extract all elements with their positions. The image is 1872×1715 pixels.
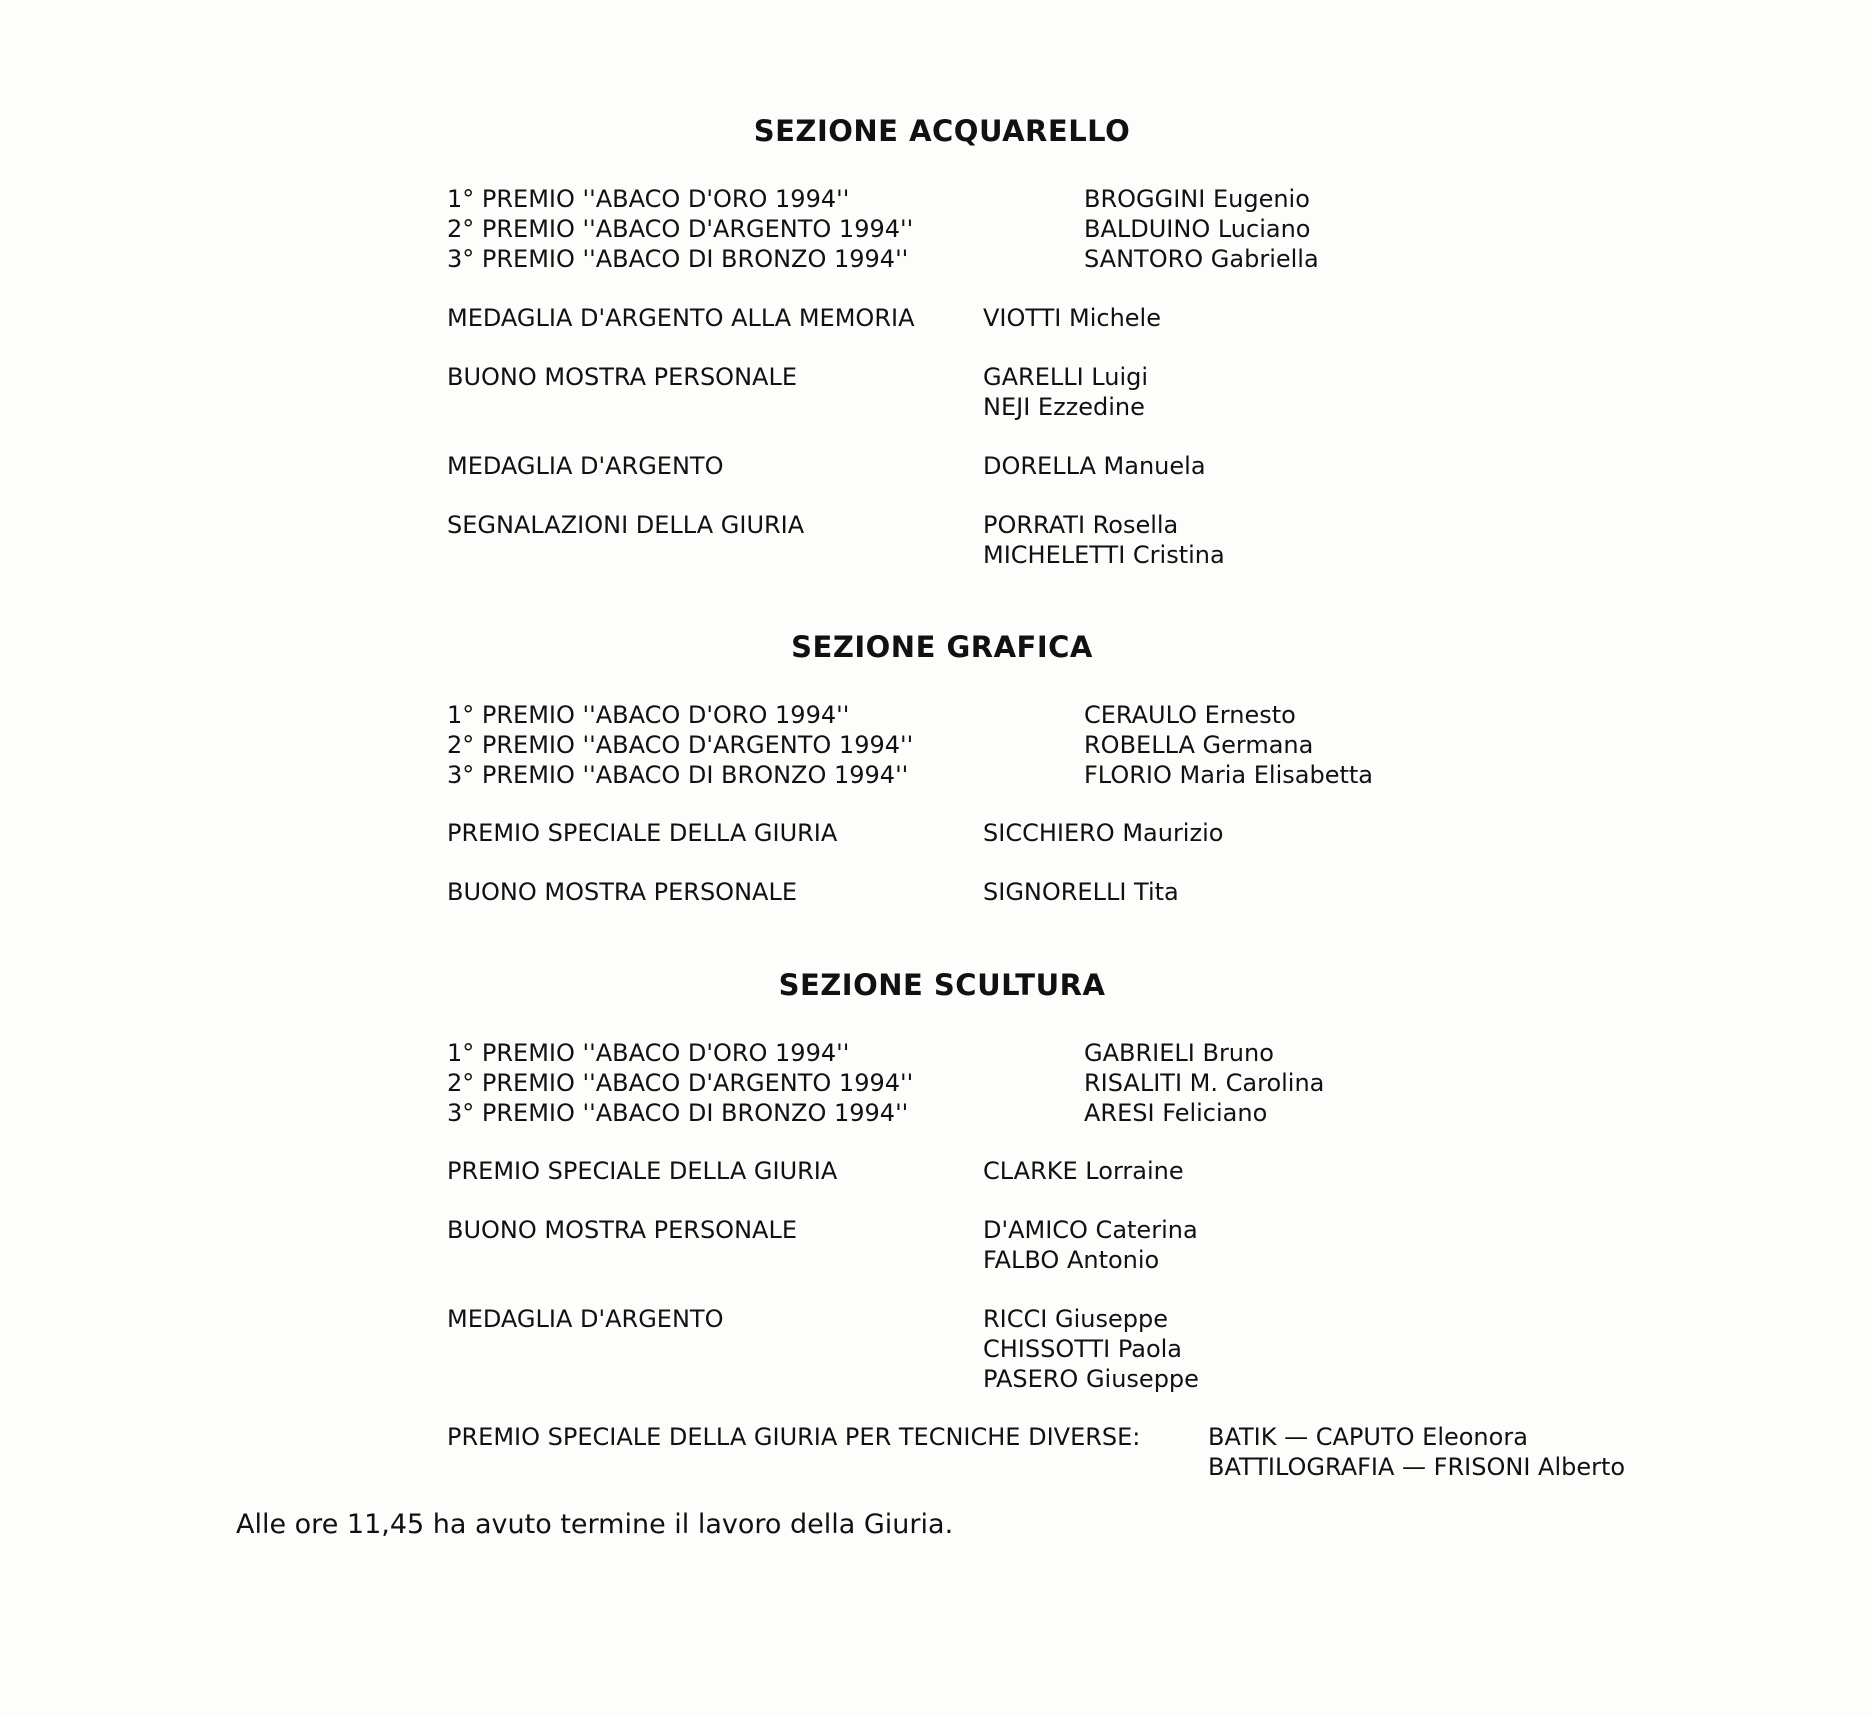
award-label: MEDAGLIA D'ARGENTO ALLA MEMORIA (447, 304, 915, 332)
prize-winner: BALDUINO Luciano (1084, 215, 1311, 243)
prize-winner: RISALITI M. Carolina (1084, 1069, 1325, 1097)
award-label: BUONO MOSTRA PERSONALE (447, 878, 797, 906)
prize-winner: GABRIELI Bruno (1084, 1039, 1274, 1067)
award-winner: SIGNORELLI Tita (983, 878, 1179, 906)
section-heading-grafica: SEZIONE GRAFICA (791, 630, 1093, 664)
award-winner: NEJI Ezzedine (983, 393, 1145, 421)
award-winner: MICHELETTI Cristina (983, 541, 1225, 569)
prize-label: 3° PREMIO ''ABACO DI BRONZO 1994'' (447, 1099, 909, 1127)
award-label: MEDAGLIA D'ARGENTO (447, 452, 724, 480)
prize-winner: FLORIO Maria Elisabetta (1084, 761, 1374, 789)
award-winner: FALBO Antonio (983, 1246, 1160, 1274)
prize-winner: CERAULO Ernesto (1084, 701, 1296, 729)
award-label: PREMIO SPECIALE DELLA GIURIA (447, 819, 838, 847)
award-winner: D'AMICO Caterina (983, 1216, 1198, 1244)
prize-label: 2° PREMIO ''ABACO D'ARGENTO 1994'' (447, 731, 914, 759)
prize-label: 2° PREMIO ''ABACO D'ARGENTO 1994'' (447, 1069, 914, 1097)
award-label: PREMIO SPECIALE DELLA GIURIA (447, 1157, 838, 1185)
section-heading-acquarello: SEZIONE ACQUARELLO (753, 114, 1131, 148)
award-label: MEDAGLIA D'ARGENTO (447, 1305, 724, 1333)
prize-label: 2° PREMIO ''ABACO D'ARGENTO 1994'' (447, 215, 914, 243)
award-winner: VIOTTI Michele (983, 304, 1161, 332)
award-label: SEGNALAZIONI DELLA GIURIA (447, 511, 805, 539)
prize-label: 1° PREMIO ''ABACO D'ORO 1994'' (447, 1039, 850, 1067)
prize-winner: ROBELLA Germana (1084, 731, 1314, 759)
award-label: BUONO MOSTRA PERSONALE (447, 1216, 797, 1244)
award-label: BUONO MOSTRA PERSONALE (447, 363, 797, 391)
special-techniques-winner: BATIK — CAPUTO Eleonora (1208, 1423, 1528, 1451)
prize-label: 3° PREMIO ''ABACO DI BRONZO 1994'' (447, 761, 909, 789)
award-winner: PASERO Giuseppe (983, 1365, 1199, 1393)
section-heading-scultura: SEZIONE SCULTURA (778, 968, 1106, 1002)
award-winner: RICCI Giuseppe (983, 1305, 1168, 1333)
prize-winner: BROGGINI Eugenio (1084, 185, 1310, 213)
prize-label: 1° PREMIO ''ABACO D'ORO 1994'' (447, 701, 850, 729)
award-winner: CLARKE Lorraine (983, 1157, 1184, 1185)
special-techniques-label: PREMIO SPECIALE DELLA GIURIA PER TECNICHE DIVERSE: (447, 1423, 1141, 1451)
prize-label: 1° PREMIO ''ABACO D'ORO 1994'' (447, 185, 850, 213)
award-winner: PORRATI Rosella (983, 511, 1179, 539)
award-winner: GARELLI Luigi (983, 363, 1149, 391)
prize-winner: SANTORO Gabriella (1084, 245, 1319, 273)
prize-winner: ARESI Feliciano (1084, 1099, 1268, 1127)
award-winner: SICCHIERO Maurizio (983, 819, 1224, 847)
award-winner: CHISSOTTI Paola (983, 1335, 1183, 1363)
award-winner: DORELLA Manuela (983, 452, 1206, 480)
closing-statement: Alle ore 11,45 ha avuto termine il lavoro della Giuria. (236, 1509, 954, 1540)
prize-label: 3° PREMIO ''ABACO DI BRONZO 1994'' (447, 245, 909, 273)
special-techniques-winner: BATTILOGRAFIA — FRISONI Alberto (1208, 1453, 1626, 1481)
